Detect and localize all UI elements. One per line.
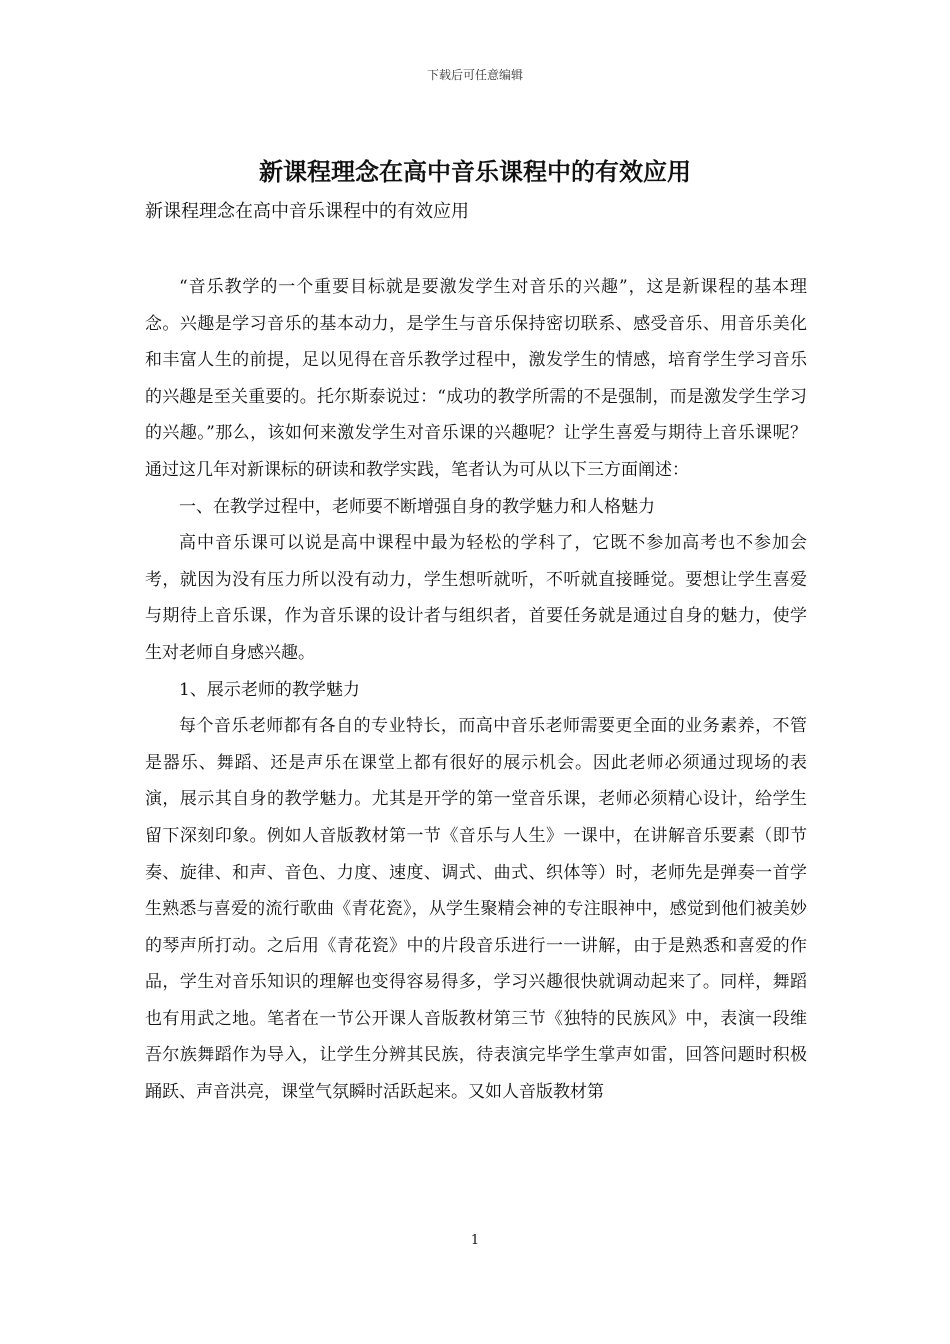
paragraph-intro: “音乐教学的一个重要目标就是要激发学生对音乐的兴趣”，这是新课程的基本理念。兴趣是学习音乐的基本动力，是学生与音乐保持密切联系、感受音乐、用音乐美化和丰富人生的前提，足以见得在音乐教学过程中，激发学生的情感，培育学生学习音乐的兴趣是至关重要的。托尔斯泰说过：“成功的教学所需的不是强制，而是激发学生学习的兴趣。”那么，该如何来激发学生对音乐课的兴趣呢？让学生喜爱与期待上音乐课呢？通过这几年对新课标的研读和教学实践，笔者认为可从以下三方面阐述： xyxy=(145,277,807,480)
document-title: 新课程理念在高中音乐课程中的有效应用 xyxy=(259,157,691,186)
paragraph-subsection-1: 每个音乐老师都有各自的专业特长，而高中音乐老师需要更全面的业务素养，不管是器乐、舞蹈、还是声乐在课堂上都有很好的展示机会。因此老师必须通过现场的表演，展示其自身的教学魅力。尤其是开学的第一堂音乐课，老师必须精心设计，给学生留下深刻印象。例如人音版教材第一节《音乐与人生》一课中，在讲解音乐要素（即节奏、旋律、和声、音色、力度、速度、调式、曲式、织体等）时，老师先是弹奏一首学生熟悉与喜爱的流行歌曲《青花瓷》，从学生聚精会神的专注眼神中，感觉到他们被美妙的琴声所打动。之后用《青花瓷》中的片段音乐进行一一讲解，由于是熟悉和喜爱的作品，学生对音乐知识的理解也变得容易得多，学习兴趣很快就调动起来了。同样，舞蹈也有用武之地。笔者在一节公开课人音版教材第三节《独特的民族风》中，表演一段维吾尔族舞蹈作为导入，让学生分辨其民族，待表演完毕学生掌声如雷，回答问题时积极踊跃、声音洪亮，课堂气氛瞬时活跃起来。又如人音版教材第 xyxy=(145,716,807,1103)
heading-subsection-1: 1、展示老师的教学魅力 xyxy=(179,679,360,700)
document-body xyxy=(145,269,807,1111)
page-header-note: 下载后可任意编辑 xyxy=(426,68,523,82)
document-subtitle: 新课程理念在高中音乐课程中的有效应用 xyxy=(145,201,469,222)
page-number: 1 xyxy=(470,1233,480,1248)
paragraph-section-1: 高中音乐课可以说是高中课程中最为轻松的学科了，它既不参加高考也不参加会考，就因为没有压力所以没有动力，学生想听就听，不听就直接睡觉。要想让学生喜爱与期待上音乐课，作为音乐课的设计者与组织者，首要任务就是通过自身的魅力，使学生对老师自身感兴趣。 xyxy=(145,533,807,663)
heading-section-1: 一、在教学过程中，老师要不断增强自身的教学魅力和人格魅力 xyxy=(179,496,655,517)
